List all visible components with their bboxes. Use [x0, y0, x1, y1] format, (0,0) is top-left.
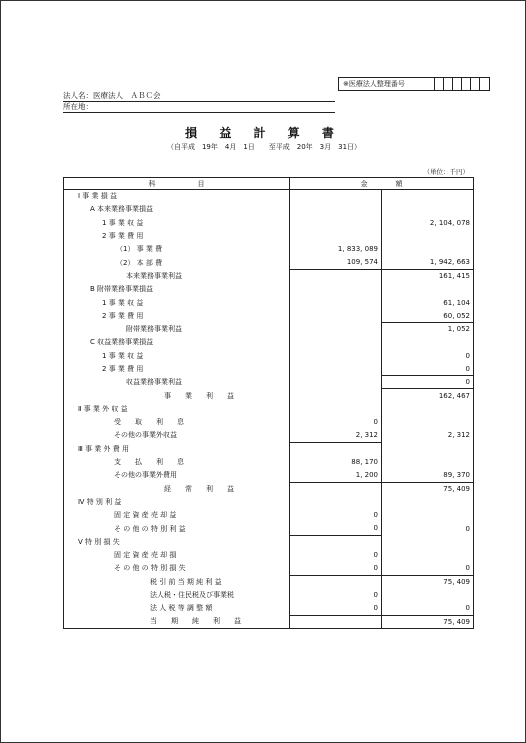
table-row	[64, 190, 474, 203]
total-amount: 161, 415	[382, 269, 474, 282]
table-row	[64, 522, 474, 535]
row-label: （2） 本 部 費	[64, 256, 290, 269]
registration-digit-cell[interactable]	[471, 78, 480, 90]
detail-amount: 0	[290, 588, 382, 601]
row-label: 附帯業務事業利益	[64, 322, 290, 335]
total-amount: 0	[382, 562, 474, 575]
table-row	[64, 549, 474, 562]
total-amount	[382, 588, 474, 601]
total-amount: 0	[382, 602, 474, 615]
total-amount	[382, 535, 474, 548]
corporation-label: 法人名：	[63, 91, 93, 100]
detail-amount: 1, 833, 089	[290, 243, 382, 256]
table-row	[64, 309, 474, 322]
row-label: 固 定 資 産 売 却 益	[64, 509, 290, 522]
total-amount	[382, 190, 474, 203]
detail-amount: 0	[290, 549, 382, 562]
detail-amount	[290, 362, 382, 375]
total-amount	[382, 203, 474, 216]
row-label: 支 払 利 息	[64, 455, 290, 468]
total-amount	[382, 243, 474, 256]
row-label: 2 事 業 費 用	[64, 229, 290, 242]
row-label: B 附帯業務事業損益	[64, 283, 290, 296]
row-label: 1 事 業 収 益	[64, 349, 290, 362]
detail-amount	[290, 482, 382, 495]
row-label: 法人税・住民税及び事業税	[64, 588, 290, 601]
row-label: Ⅳ 特 別 利 益	[64, 495, 290, 508]
row-label: Ⅴ 特 別 損 失	[64, 535, 290, 548]
table-row	[64, 322, 474, 335]
registration-digit-cell[interactable]	[462, 78, 471, 90]
row-label: 経 常 利 益	[64, 482, 290, 495]
table-row	[64, 416, 474, 429]
registration-label: ※医療法人整理番号	[339, 78, 435, 90]
total-amount: 60, 052	[382, 309, 474, 322]
table-row	[64, 243, 474, 256]
total-amount: 1, 942, 663	[382, 256, 474, 269]
table-row	[64, 336, 474, 349]
total-amount: 75, 409	[382, 575, 474, 588]
total-amount	[382, 495, 474, 508]
table-row	[64, 362, 474, 375]
total-amount	[382, 549, 474, 562]
income-statement-table	[63, 177, 474, 629]
row-label: 2 事 業 費 用	[64, 309, 290, 322]
row-label: 1 事 業 収 益	[64, 296, 290, 309]
total-amount: 162, 467	[382, 389, 474, 402]
document-title: 損 益 計 算 書	[185, 126, 343, 140]
corporation-name-line	[63, 91, 335, 102]
total-amount: 2, 312	[382, 429, 474, 442]
registration-digit-cell[interactable]	[444, 78, 453, 90]
total-amount	[382, 336, 474, 349]
detail-amount: 2, 312	[290, 429, 382, 442]
total-amount: 2, 104, 078	[382, 216, 474, 229]
detail-amount	[290, 190, 382, 203]
detail-amount	[290, 495, 382, 508]
table-row	[64, 509, 474, 522]
column-header-amount: 金 額	[290, 178, 474, 190]
table-row	[64, 442, 474, 455]
row-label: （1） 事 業 費	[64, 243, 290, 256]
detail-amount	[290, 615, 382, 628]
total-amount	[382, 509, 474, 522]
unit-note: （単位：千円）	[423, 168, 469, 176]
table-row	[64, 296, 474, 309]
total-amount: 0	[382, 349, 474, 362]
detail-amount	[290, 283, 382, 296]
registration-digit-cell[interactable]	[480, 78, 489, 90]
detail-amount: 0	[290, 562, 382, 575]
table-row	[64, 376, 474, 389]
row-label: そ の 他 の 特 別 損 失	[64, 562, 290, 575]
registration-number-box	[338, 77, 490, 91]
table-row	[64, 389, 474, 402]
row-label: 法 人 税 等 調 整 額	[64, 602, 290, 615]
total-amount	[382, 442, 474, 455]
table-row	[64, 455, 474, 468]
table-row	[64, 283, 474, 296]
total-amount	[382, 455, 474, 468]
detail-amount	[290, 402, 382, 415]
row-label: 事 業 利 益	[64, 389, 290, 402]
detail-amount	[290, 442, 382, 455]
total-amount: 0	[382, 362, 474, 375]
table-row	[64, 482, 474, 495]
row-label: 税 引 前 当 期 純 利 益	[64, 575, 290, 588]
detail-amount	[290, 216, 382, 229]
detail-amount	[290, 229, 382, 242]
detail-amount	[290, 376, 382, 389]
detail-amount	[290, 269, 382, 282]
corporation-name: 医療法人 ＡＢＣ会	[93, 91, 161, 100]
table-row	[64, 256, 474, 269]
table-header-row	[64, 178, 474, 190]
row-label: 収益業務事業利益	[64, 376, 290, 389]
table-row	[64, 535, 474, 548]
registration-digit-cell[interactable]	[435, 78, 444, 90]
table-row	[64, 402, 474, 415]
row-label: Ⅲ 事 業 外 費 用	[64, 442, 290, 455]
table-row	[64, 602, 474, 615]
registration-digit-cell[interactable]	[453, 78, 462, 90]
table-row	[64, 216, 474, 229]
table-row	[64, 615, 474, 628]
address-label: 所在地：	[63, 102, 93, 111]
table-row	[64, 562, 474, 575]
total-amount	[382, 283, 474, 296]
table-row	[64, 575, 474, 588]
table-row	[64, 269, 474, 282]
detail-amount: 1, 200	[290, 469, 382, 482]
row-label: A 本来業務事業損益	[64, 203, 290, 216]
table-row	[64, 429, 474, 442]
total-amount: 75, 409	[382, 482, 474, 495]
detail-amount	[290, 296, 382, 309]
row-label: C 収益業務事業損益	[64, 336, 290, 349]
row-label: Ⅱ 事 業 外 収 益	[64, 402, 290, 415]
detail-amount: 0	[290, 509, 382, 522]
row-label: その他の事業外費用	[64, 469, 290, 482]
row-label: そ の 他 の 特 別 利 益	[64, 522, 290, 535]
detail-amount	[290, 575, 382, 588]
total-amount	[382, 416, 474, 429]
total-amount: 1, 052	[382, 322, 474, 335]
detail-amount	[290, 322, 382, 335]
total-amount: 61, 104	[382, 296, 474, 309]
row-label: 受 取 利 息	[64, 416, 290, 429]
table-row	[64, 495, 474, 508]
row-label: 本来業務事業利益	[64, 269, 290, 282]
total-amount	[382, 402, 474, 415]
fiscal-period: （自平成 19年 4月 1日 至平成 20年 3月 31日）	[166, 143, 362, 151]
detail-amount	[290, 389, 382, 402]
detail-amount: 88, 170	[290, 455, 382, 468]
detail-amount: 0	[290, 602, 382, 615]
row-label: その他の事業外収益	[64, 429, 290, 442]
total-amount: 89, 370	[382, 469, 474, 482]
table-row	[64, 203, 474, 216]
column-header-item: 科 目	[64, 178, 290, 190]
total-amount: 75, 409	[382, 615, 474, 628]
address-line	[63, 102, 335, 113]
total-amount: 0	[382, 522, 474, 535]
row-label: 固 定 資 産 売 却 損	[64, 549, 290, 562]
table-row	[64, 349, 474, 362]
row-label: Ⅰ 事 業 損 益	[64, 190, 290, 203]
row-label: 1 事 業 収 益	[64, 216, 290, 229]
detail-amount: 109, 574	[290, 256, 382, 269]
table-row	[64, 588, 474, 601]
detail-amount	[290, 336, 382, 349]
detail-amount	[290, 535, 382, 548]
row-label: 当 期 純 利 益	[64, 615, 290, 628]
table-row	[64, 469, 474, 482]
row-label: 2 事 業 費 用	[64, 362, 290, 375]
total-amount: 0	[382, 376, 474, 389]
table-row	[64, 229, 474, 242]
detail-amount	[290, 309, 382, 322]
detail-amount	[290, 203, 382, 216]
total-amount	[382, 229, 474, 242]
detail-amount: 0	[290, 522, 382, 535]
detail-amount: 0	[290, 416, 382, 429]
detail-amount	[290, 349, 382, 362]
table-body	[64, 190, 474, 629]
